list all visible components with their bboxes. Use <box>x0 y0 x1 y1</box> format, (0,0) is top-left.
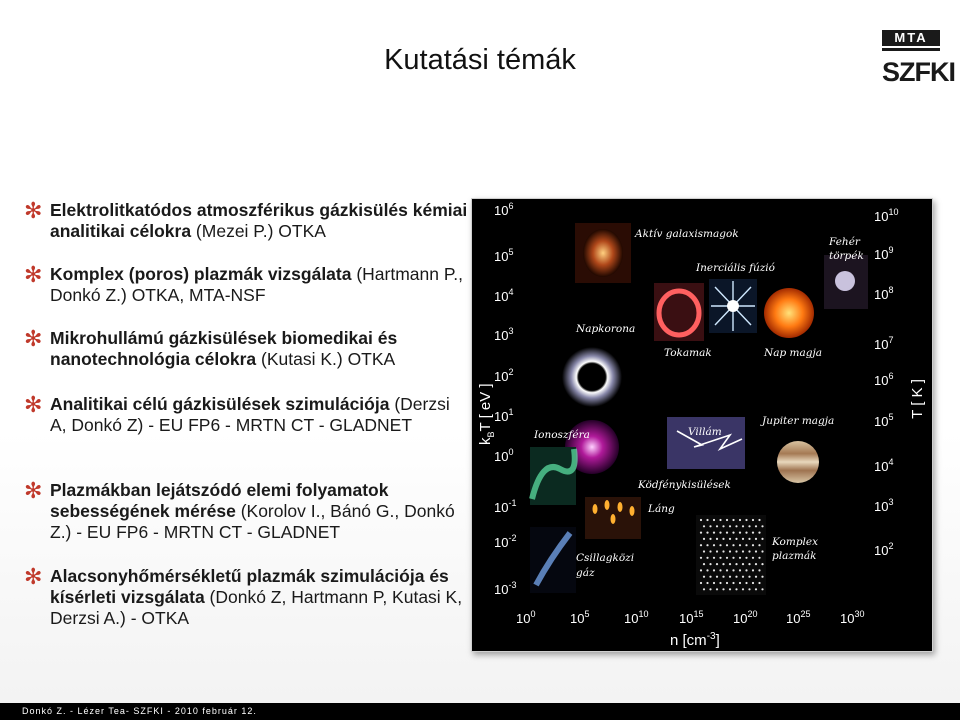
lattice-dot <box>732 569 734 571</box>
lattice-dot <box>758 582 760 584</box>
lattice-dot <box>709 576 711 578</box>
lattice-dot <box>709 588 711 590</box>
lattice-dot <box>752 557 754 559</box>
label-complex-plasma-2: plazmák <box>772 550 817 562</box>
lattice-dot <box>706 582 708 584</box>
white-dwarf-star <box>835 271 855 291</box>
right-tick-label: $10^9$ <box>874 245 894 262</box>
left-tick-label: $10^{-1}$ <box>494 498 517 515</box>
left-tick-label: $10^3$ <box>494 326 514 343</box>
lattice-dot <box>735 588 737 590</box>
lattice-dot <box>709 563 711 565</box>
label-white-dwarfs-1: Fehér <box>829 236 860 248</box>
logo-line-1: MTA <box>882 30 940 46</box>
bottom-tick-label: $10^{30}$ <box>840 609 865 626</box>
right-tick-label: $10^8$ <box>874 285 894 302</box>
label-sun-core: Nap magja <box>764 347 822 359</box>
lattice-dot <box>758 532 760 534</box>
lattice-dot <box>722 588 724 590</box>
lattice-dot <box>752 582 754 584</box>
lattice-dot <box>755 563 757 565</box>
page-title: Kutatási témák <box>384 44 576 76</box>
label-complex-plasma-1: Komplex <box>772 536 819 548</box>
lattice-dot <box>745 544 747 546</box>
label-white-dwarfs-2: törpék <box>829 250 864 262</box>
lattice-dot <box>742 538 744 540</box>
lattice-dot <box>758 544 760 546</box>
lattice-dot <box>722 525 724 527</box>
list-item <box>24 262 470 306</box>
lattice-dot <box>761 550 763 552</box>
lattice-dot <box>745 519 747 521</box>
lattice-dot <box>706 532 708 534</box>
lattice-dot <box>719 582 721 584</box>
bullet-asterisk-icon: ✻ <box>24 262 43 287</box>
lattice-dot <box>742 525 744 527</box>
lattice-dot <box>739 532 741 534</box>
lattice-dot <box>719 519 721 521</box>
label-corona: Napkorona <box>576 323 636 335</box>
institute-logo <box>882 30 955 92</box>
lattice-dot <box>748 525 750 527</box>
bottom-tick-label: $10^{10}$ <box>624 609 649 626</box>
lattice-dot <box>755 576 757 578</box>
lattice-dot <box>745 532 747 534</box>
fusion-core <box>727 300 739 312</box>
lattice-dot <box>745 582 747 584</box>
lattice-dot <box>758 557 760 559</box>
lattice-dot <box>726 582 728 584</box>
topic-title: Alacsonyhőmérsékletű plazmák szimulációja és kísérleti vizsgálata <box>50 566 449 607</box>
topic-details: (Donkó Z, Hartmann P, Kutasi K, Derzsi A.) - OTKA <box>50 587 463 628</box>
lattice-dot <box>739 557 741 559</box>
lattice-dot <box>752 569 754 571</box>
lattice-dot <box>706 569 708 571</box>
right-tick-label: $10^4$ <box>874 457 894 474</box>
bottom-tick-label: $10^{25}$ <box>786 609 811 626</box>
label-ionosphere: Ionoszféra <box>534 429 590 441</box>
right-tick-label: $10^6$ <box>874 371 894 388</box>
lattice-dot <box>745 557 747 559</box>
label-interstellar-2: gáz <box>576 567 595 579</box>
lattice-dot <box>713 557 715 559</box>
lattice-dot <box>739 519 741 521</box>
right-tick-label: $10^2$ <box>874 541 894 558</box>
bullet-asterisk-icon: ✻ <box>24 392 43 417</box>
lattice-dot <box>703 525 705 527</box>
lattice-dot <box>716 563 718 565</box>
topic-details: (Mezei P.) OTKA <box>191 221 326 241</box>
lattice-dot <box>706 519 708 521</box>
galaxy-glow <box>583 229 623 277</box>
bottom-tick-label: $10^0$ <box>516 609 536 626</box>
lattice-dot <box>709 538 711 540</box>
lattice-dot <box>742 550 744 552</box>
lattice-dot <box>713 544 715 546</box>
right-tick-label: $10^5$ <box>874 412 894 429</box>
right-tick-label: $10^{10}$ <box>874 207 899 224</box>
lattice-dot <box>700 582 702 584</box>
lattice-dot <box>700 544 702 546</box>
lattice-dot <box>722 576 724 578</box>
lattice-dot <box>755 525 757 527</box>
lattice-dot <box>758 519 760 521</box>
right-tick-label: $10^7$ <box>874 335 894 352</box>
topic-details: (Kutasi K.) OTKA <box>256 349 396 369</box>
topic-title: Komplex (poros) plazmák vizsgálata <box>50 264 352 284</box>
lattice-dot <box>735 576 737 578</box>
list-item <box>24 326 470 370</box>
left-tick-label: $10^5$ <box>494 247 514 264</box>
logo-line-2: SZFKI <box>882 48 940 93</box>
lattice-dot <box>726 519 728 521</box>
right-axis-ticks <box>874 207 898 558</box>
label-flame: Láng <box>648 503 675 515</box>
label-lightning: Villám <box>688 426 722 438</box>
lattice-dot <box>706 557 708 559</box>
lattice-dot <box>719 569 721 571</box>
footer-bar: Donkó Z. - Lézer Tea- SZFKI - 2010 február 12. <box>0 703 960 720</box>
lattice-dot <box>706 544 708 546</box>
label-inertial-fusion: Inerciális fúzió <box>696 262 775 274</box>
left-tick-label: $10^{-3}$ <box>494 580 517 597</box>
lattice-dot <box>729 550 731 552</box>
left-tick-label: $10^1$ <box>494 407 514 424</box>
sun-image <box>764 288 814 338</box>
lattice-dot <box>752 544 754 546</box>
lattice-dot <box>719 544 721 546</box>
right-axis-label: T [ K ] <box>909 379 926 419</box>
lattice-dot <box>732 532 734 534</box>
lattice-dot <box>732 519 734 521</box>
lattice-dot <box>726 557 728 559</box>
lattice-dot <box>700 532 702 534</box>
topic-details: (Hartmann P., Donkó Z.) OTKA, MTA-NSF <box>50 264 464 305</box>
lattice-dot <box>748 576 750 578</box>
lattice-dot <box>729 525 731 527</box>
bullet-asterisk-icon: ✻ <box>24 564 43 589</box>
bullet-asterisk-icon: ✻ <box>24 198 43 223</box>
lattice-dot <box>716 588 718 590</box>
lattice-dot <box>739 582 741 584</box>
plasma-diagram-svg <box>472 199 932 651</box>
label-active-galaxies: Aktív galaxismagok <box>635 228 739 240</box>
label-jupiter-core: Jupiter magja <box>762 415 835 427</box>
lattice-dot <box>716 538 718 540</box>
label-interstellar-1: Csillagközi <box>576 552 635 564</box>
left-tick-label: $10^{-2}$ <box>494 533 517 550</box>
lattice-dot <box>755 588 757 590</box>
lattice-dot <box>700 557 702 559</box>
label-glow-discharge: Ködfénykisülések <box>638 479 731 491</box>
lattice-dot <box>735 538 737 540</box>
lattice-dot <box>716 525 718 527</box>
bottom-tick-label: $10^{20}$ <box>733 609 758 626</box>
lattice-dot <box>716 550 718 552</box>
topic-title: Elektrolitkatódos atmoszférikus gázkisülés kémiai analitikai célokra <box>50 200 468 241</box>
lattice-dot <box>703 563 705 565</box>
topic-details: (Korolov I., Bánó G., Donkó Z.) - EU FP6 - MRTN CT - GLADNET <box>50 501 455 542</box>
topic-title: Plazmákban lejátszódó elemi folyamatok sebességének mérése <box>50 480 389 521</box>
lattice-dot <box>742 563 744 565</box>
lattice-dot <box>761 563 763 565</box>
lattice-dot <box>703 576 705 578</box>
lattice-dot <box>748 538 750 540</box>
lattice-dot <box>703 588 705 590</box>
lattice-dot <box>729 538 731 540</box>
lattice-dot <box>761 525 763 527</box>
solar-corona-image <box>562 347 622 407</box>
topic-title: Analitikai célú gázkisülések szimulációja <box>50 394 390 414</box>
lattice-dot <box>748 563 750 565</box>
lattice-dot <box>755 538 757 540</box>
lattice-dot <box>761 538 763 540</box>
lattice-dot <box>719 532 721 534</box>
lattice-dot <box>732 557 734 559</box>
lattice-dot <box>722 550 724 552</box>
lattice-dot <box>735 550 737 552</box>
lattice-dot <box>716 576 718 578</box>
bullet-asterisk-icon: ✻ <box>24 478 43 503</box>
lattice-dot <box>732 582 734 584</box>
lattice-dot <box>732 544 734 546</box>
right-tick-label: $10^3$ <box>874 497 894 514</box>
lattice-dot <box>739 569 741 571</box>
lattice-dot <box>713 582 715 584</box>
list-item <box>24 392 470 436</box>
lattice-dot <box>713 569 715 571</box>
lattice-dot <box>700 569 702 571</box>
lattice-dot <box>758 569 760 571</box>
lattice-dot <box>752 532 754 534</box>
lattice-dot <box>726 569 728 571</box>
topic-title: Mikrohullámú gázkisülések biomedikai és nanotechnológia célokra <box>50 328 398 369</box>
lattice-dot <box>761 588 763 590</box>
lattice-dot <box>729 576 731 578</box>
lattice-dot <box>726 532 728 534</box>
left-axis-label: $k_BT$ [ eV ] <box>477 383 496 445</box>
left-tick-label: $10^2$ <box>494 367 514 384</box>
lattice-dot <box>726 544 728 546</box>
bullet-asterisk-icon: ✻ <box>24 326 43 351</box>
bottom-axis-ticks <box>516 609 864 626</box>
lattice-dot <box>713 519 715 521</box>
list-item <box>24 564 470 629</box>
lattice-dot <box>739 544 741 546</box>
lattice-dot <box>761 576 763 578</box>
lattice-dot <box>709 525 711 527</box>
left-tick-label: $10^4$ <box>494 287 514 304</box>
jupiter-image <box>777 441 819 483</box>
topic-details: (Derzsi A, Donkó Z) - EU FP6 - MRTN CT - GLADNET <box>50 394 450 435</box>
lattice-dot <box>735 525 737 527</box>
lattice-dot <box>752 519 754 521</box>
lattice-dot <box>700 519 702 521</box>
bottom-tick-label: $10^5$ <box>570 609 590 626</box>
lattice-dot <box>709 550 711 552</box>
list-item <box>24 198 470 242</box>
left-tick-label: $10^0$ <box>494 447 514 464</box>
label-tokamak: Tokamak <box>664 347 712 359</box>
lattice-dot <box>748 550 750 552</box>
lattice-dot <box>742 576 744 578</box>
lattice-dot <box>729 588 731 590</box>
lattice-dot <box>745 569 747 571</box>
left-tick-label: $10^6$ <box>494 201 514 218</box>
lattice-dot <box>722 563 724 565</box>
plasma-parameter-diagram <box>471 198 933 652</box>
lattice-dot <box>735 563 737 565</box>
lattice-dot <box>719 557 721 559</box>
lattice-dot <box>748 588 750 590</box>
lattice-dot <box>703 538 705 540</box>
aurora-image <box>530 447 576 505</box>
bottom-axis-label: n $[cm^{-3}]$ <box>670 631 720 649</box>
bottom-tick-label: $10^{15}$ <box>679 609 704 626</box>
lattice-dot <box>703 550 705 552</box>
lattice-dot <box>742 588 744 590</box>
lattice-dot <box>722 538 724 540</box>
list-item <box>24 478 470 543</box>
left-axis-ticks <box>494 201 516 597</box>
lattice-dot <box>755 550 757 552</box>
lattice-dot <box>713 532 715 534</box>
lattice-dot <box>729 563 731 565</box>
